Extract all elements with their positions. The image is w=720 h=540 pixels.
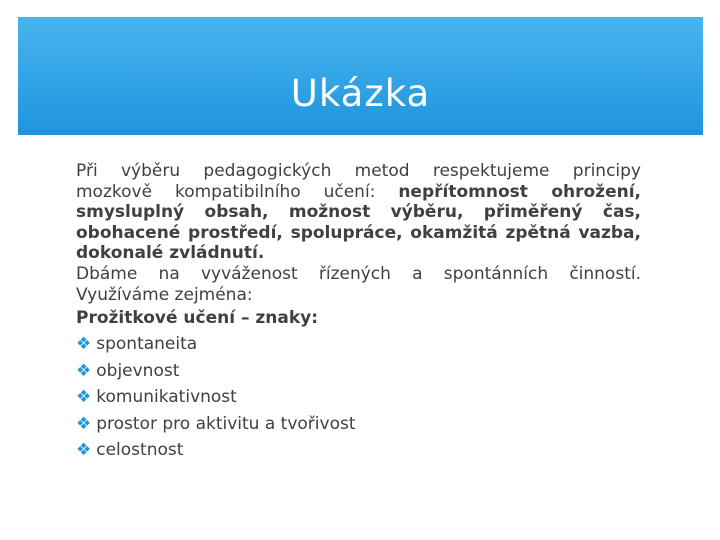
list-item [76,411,641,438]
paragraph-line [76,243,641,264]
bullet-text: komunikativnost [96,387,237,408]
line-text: mozkově kompatibilního učení: [76,181,399,202]
diamond-bullet-icon: ❖ [76,440,92,461]
slide-body [76,161,641,464]
line-text-bold: nepřítomnost ohrožení, [398,181,641,202]
line-text-bold: dokonalé zvládnutí. [76,243,265,264]
paragraph-line [76,223,641,244]
list-item [76,437,641,464]
diamond-bullet-icon: ❖ [76,387,92,408]
subheading: Prožitkové učení – znaky: [76,308,319,329]
paragraph-line [76,285,641,306]
paragraph-line [76,182,641,203]
line-text-bold: obohacené prostředí, spolupráce, okamžitá zpětná vazba, [76,222,641,243]
line-text: Dbáme na vyváženost řízených a spontánních činností. [76,263,641,284]
diamond-bullet-icon: ❖ [76,334,92,355]
bullet-list [76,331,641,464]
diamond-bullet-icon: ❖ [76,360,92,381]
slide-title: Ukázka [290,72,431,115]
list-item [76,384,641,411]
paragraph-line [76,202,641,223]
paragraph-line [76,264,641,285]
line-text: Využíváme zejména: [76,284,253,305]
line-text: Při výběru pedagogických metod respektujeme principy [76,161,641,181]
line-text-bold: smysluplný obsah, možnost výběru, přiměřený čas, [76,202,641,223]
list-item [76,331,641,358]
paragraph-principles [76,161,641,264]
paragraph-line [76,161,641,182]
bullet-text: prostor pro aktivitu a tvořivost [96,413,356,434]
list-item [76,358,641,385]
title-banner [18,17,703,135]
bullet-text: spontaneita [96,334,198,355]
bullet-text: celostnost [96,440,184,461]
paragraph-balance [76,264,641,305]
diamond-bullet-icon: ❖ [76,413,92,434]
bullet-text: objevnost [96,360,180,381]
